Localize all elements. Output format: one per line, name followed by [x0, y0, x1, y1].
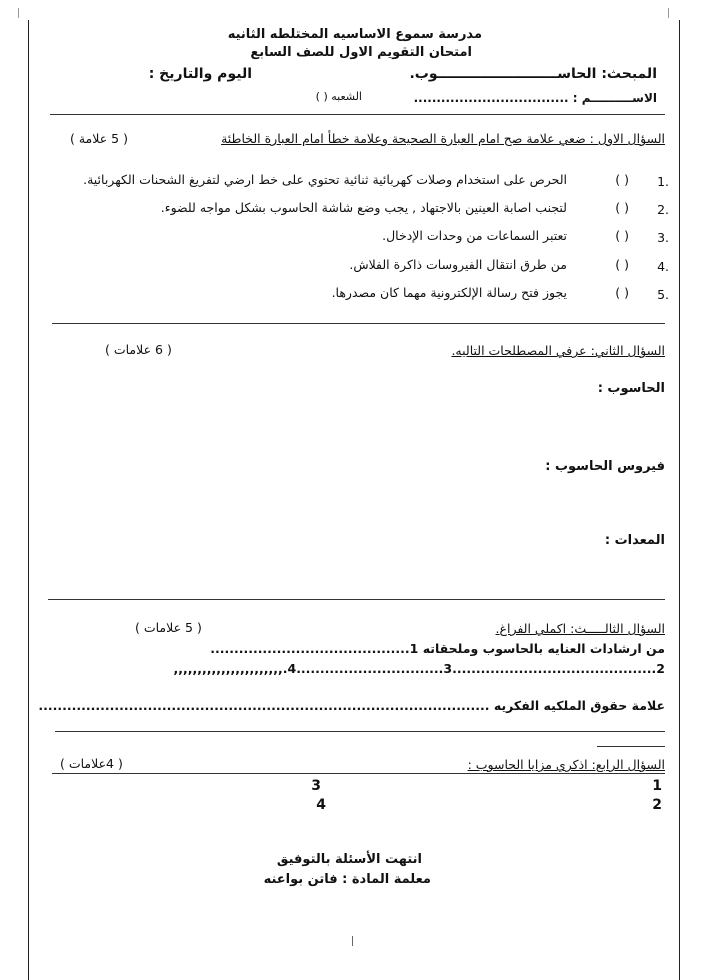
q4-number-1: 1: [652, 778, 662, 794]
page-mark: [352, 936, 354, 946]
q1-marks: ( 5 علامة ): [70, 131, 128, 146]
q1-item-text: يجوز فتح رسالة الإلكترونية مهما كان مصدرها.: [331, 285, 567, 300]
q1-item-text: الحرص على استخدام وصلات كهربائية ثنائية تحتوي على خط ارضي لتفريغ الشحنات الكهربائية.: [83, 172, 567, 187]
q1-item-text: لتجنب اصابة العينين بالاجتهاد , يجب وضع شاشة الحاسوب بشكل مواجه للضوء.: [160, 200, 567, 215]
q4-number-3: 3: [311, 778, 321, 794]
corner-mark: [658, 8, 669, 18]
q1-item-answer-box[interactable]: ( ): [615, 172, 629, 187]
q4-number-4: 4: [316, 797, 326, 813]
q4-underline: [52, 773, 665, 774]
footer-end-note: انتهت الأسئلة بالتوفيق: [276, 852, 422, 867]
q2-title: السؤال الثاني: عرفي المصطلحات التاليه.: [451, 343, 665, 358]
q3-line-ip-mark: علامة حقوق الملكيه الفكريه ...............................................................................................: [38, 698, 665, 713]
q3-short-divider: [597, 746, 665, 747]
q1-item-number: 2.: [657, 202, 669, 217]
name-label: الاســــــــــم : ..................................: [413, 91, 657, 105]
school-name: مدرسة سموع الاساسيه المختلطه الثانيه: [227, 27, 482, 42]
exam-title: امتحان التقويم الاول للصف السابع: [250, 45, 472, 60]
q2-term-computer-virus: فيروس الحاسوب :: [545, 459, 665, 474]
day-date-label: اليوم والتاريخ :: [148, 66, 252, 82]
q1-item-text: من طرق انتقال الفيروسات ذاكرة الفلاش.: [349, 257, 567, 272]
footer-teacher: معلمة المادة : فاتن بواعنه: [263, 872, 431, 887]
q2-term-computer: الحاسوب :: [597, 381, 665, 396]
corner-mark: [18, 8, 29, 18]
q3-divider: [55, 731, 665, 732]
q1-item-number: 3.: [657, 230, 669, 245]
header-divider: [50, 114, 665, 115]
q1-item-answer-box[interactable]: ( ): [615, 200, 629, 215]
q1-item-answer-box[interactable]: ( ): [615, 257, 629, 272]
q4-title: السؤال الرابع: اذكري مزايا الحاسوب :: [467, 757, 665, 772]
q3-line-blanks: 2...........................................3...............................4.,,,,,,,,,,,,,,,,,,,,,,,: [173, 661, 665, 676]
q4-number-2: 2: [652, 797, 662, 813]
subject-label: المبحث: الحاســـــــــــــــــــــــــوب.: [409, 66, 657, 82]
q3-marks: ( 5 علامات ): [135, 620, 202, 635]
q1-item-number: 5.: [657, 287, 669, 302]
q2-term-equipment: المعدات :: [604, 533, 665, 548]
q1-item-number: 1.: [657, 174, 669, 189]
q1-item-answer-box[interactable]: ( ): [615, 285, 629, 300]
q1-item-text: تعتبر السماعات من وحدات الإدخال.: [382, 228, 567, 243]
section-label: الشعبه ( ): [315, 90, 362, 103]
q3-line-care-tips: من ارشادات العنايه بالحاسوب وملحقاته 1..........................................: [210, 641, 665, 656]
q1-item-answer-box[interactable]: ( ): [615, 228, 629, 243]
q4-marks: ( 4علامات ): [60, 756, 123, 771]
q1-item-number: 4.: [657, 259, 669, 274]
q2-marks: ( 6 علامات ): [105, 342, 172, 357]
q3-title: السؤال الثالـــــث: اكملي الفراغ.: [495, 621, 665, 636]
q2-divider: [48, 599, 665, 600]
q1-title: السؤال الاول : ضعي علامة صح امام العبارة الصحيحة وعلامة خطأ امام العبارة الخاطئة: [221, 131, 665, 146]
q1-divider: [52, 323, 665, 324]
page-frame: [28, 20, 680, 980]
